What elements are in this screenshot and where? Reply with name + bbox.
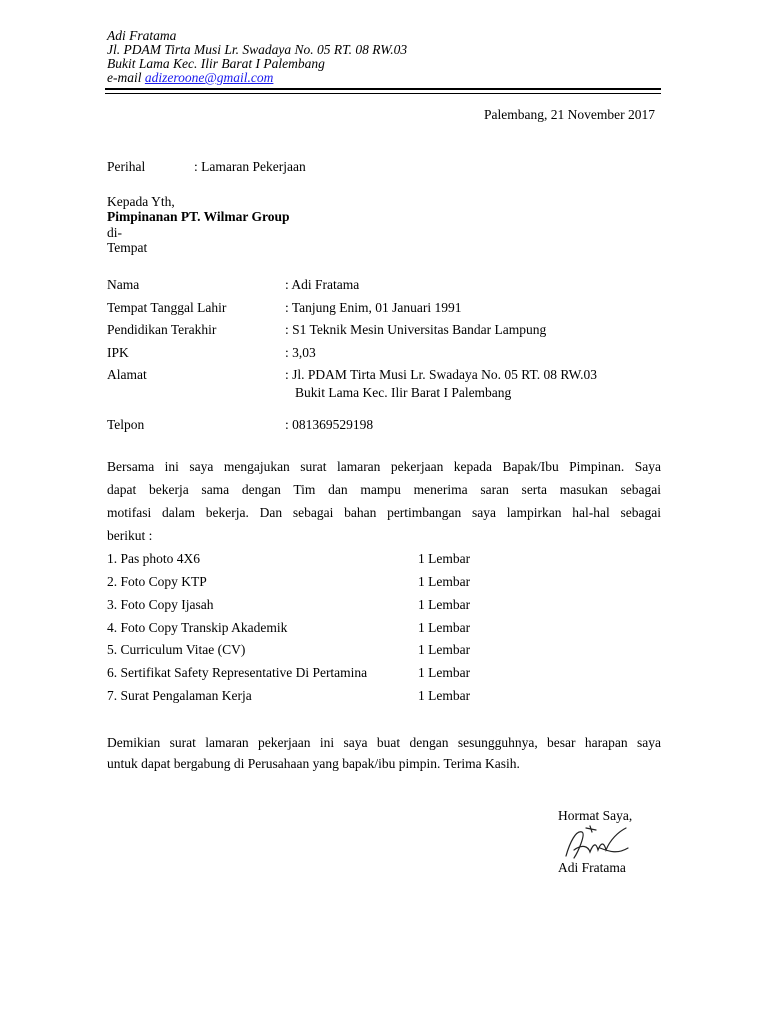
letterhead-address-line1: Jl. PDAM Tirta Musi Lr. Swadaya No. 05 RT. 08 RW.03 bbox=[107, 42, 408, 57]
detail-label-nama: Nama bbox=[107, 277, 140, 292]
closing-line-1: Demikian surat lamaran pekerjaan ini saya buat dengan sesungguhnya, besar harapan saya bbox=[107, 735, 661, 750]
detail-value-telpon: : 081369529198 bbox=[285, 417, 374, 432]
email-label: e-mail bbox=[107, 70, 142, 85]
attachment-item: 5. Curriculum Vitae (CV) bbox=[107, 642, 246, 657]
body-line-3: motifasi dalam bekerja. Dan sebagai bahan pertimbangan saya lampirkan hal-hal sebagai bbox=[107, 505, 661, 520]
recipient-greeting: Kepada Yth, bbox=[107, 194, 175, 209]
body-paragraph bbox=[107, 455, 661, 547]
detail-value-alamat: : Jl. PDAM Tirta Musi Lr. Swadaya No. 05 RT. 08 RW.03 bbox=[285, 367, 597, 382]
detail-value-nama: : Adi Fratama bbox=[285, 277, 360, 292]
letter-date: Palembang, 21 November 2017 bbox=[484, 107, 655, 122]
attachment-item: 6. Sertifikat Safety Representative Di Pertamina bbox=[107, 665, 368, 680]
detail-label-ttl: Tempat Tanggal Lahir bbox=[107, 300, 227, 315]
letterhead-name: Adi Fratama bbox=[107, 28, 177, 43]
attachment-qty: 1 Lembar bbox=[418, 551, 471, 566]
perihal-value: : Lamaran Pekerjaan bbox=[194, 159, 306, 174]
attachment-qty: 1 Lembar bbox=[418, 574, 471, 589]
letterhead-divider-top bbox=[105, 88, 661, 90]
detail-label-pendidikan: Pendidikan Terakhir bbox=[107, 322, 217, 337]
letterhead-divider-bottom bbox=[105, 93, 661, 94]
detail-value-alamat-line2: Bukit Lama Kec. Ilir Barat I Palembang bbox=[295, 385, 512, 400]
detail-label-telpon: Telpon bbox=[107, 417, 145, 432]
attachment-qty: 1 Lembar bbox=[418, 642, 471, 657]
detail-value-ttl: : Tanjung Enim, 01 Januari 1991 bbox=[285, 300, 462, 315]
letterhead-address-line2: Bukit Lama Kec. Ilir Barat I Palembang bbox=[107, 56, 325, 71]
detail-value-ipk: : 3,03 bbox=[285, 345, 316, 360]
attachment-item: 3. Foto Copy Ijasah bbox=[107, 597, 214, 612]
letterhead-email-line bbox=[107, 71, 273, 85]
signature-name: Adi Fratama bbox=[558, 860, 626, 875]
handwritten-signature bbox=[560, 822, 632, 864]
attachment-qty: 1 Lembar bbox=[418, 620, 471, 635]
closing-line-2: untuk dapat bergabung di Perusahaan yang bapak/ibu pimpin. Terima Kasih. bbox=[107, 756, 520, 771]
detail-label-alamat: Alamat bbox=[107, 367, 147, 382]
attachment-item: 4. Foto Copy Transkip Akademik bbox=[107, 620, 288, 635]
attachment-item: 2. Foto Copy KTP bbox=[107, 574, 207, 589]
signature-salutation: Hormat Saya, bbox=[558, 808, 633, 823]
email-link[interactable]: adizeroone@gmail.com bbox=[144, 70, 274, 85]
perihal-label: Perihal bbox=[107, 159, 146, 174]
detail-value-pendidikan: : S1 Teknik Mesin Universitas Bandar Lampung bbox=[285, 322, 547, 337]
body-line-4: berikut : bbox=[107, 528, 153, 543]
recipient-di: di- bbox=[107, 225, 122, 240]
attachment-qty: 1 Lembar bbox=[418, 597, 471, 612]
attachment-qty: 1 Lembar bbox=[418, 688, 471, 703]
attachment-item: 1. Pas photo 4X6 bbox=[107, 551, 201, 566]
attachment-item: 7. Surat Pengalaman Kerja bbox=[107, 688, 252, 703]
detail-label-ipk: IPK bbox=[107, 345, 129, 360]
recipient-company: Pimpinanan PT. Wilmar Group bbox=[107, 209, 290, 224]
attachment-qty: 1 Lembar bbox=[418, 665, 471, 680]
body-line-1: Bersama ini saya mengajukan surat lamaran pekerjaan kepada Bapak/Ibu Pimpinan. Saya bbox=[107, 459, 661, 474]
recipient-place: Tempat bbox=[107, 240, 148, 255]
body-line-2: dapat bekerja sama dengan Tim dan mampu menerima saran serta masukan sebagai bbox=[107, 482, 661, 497]
